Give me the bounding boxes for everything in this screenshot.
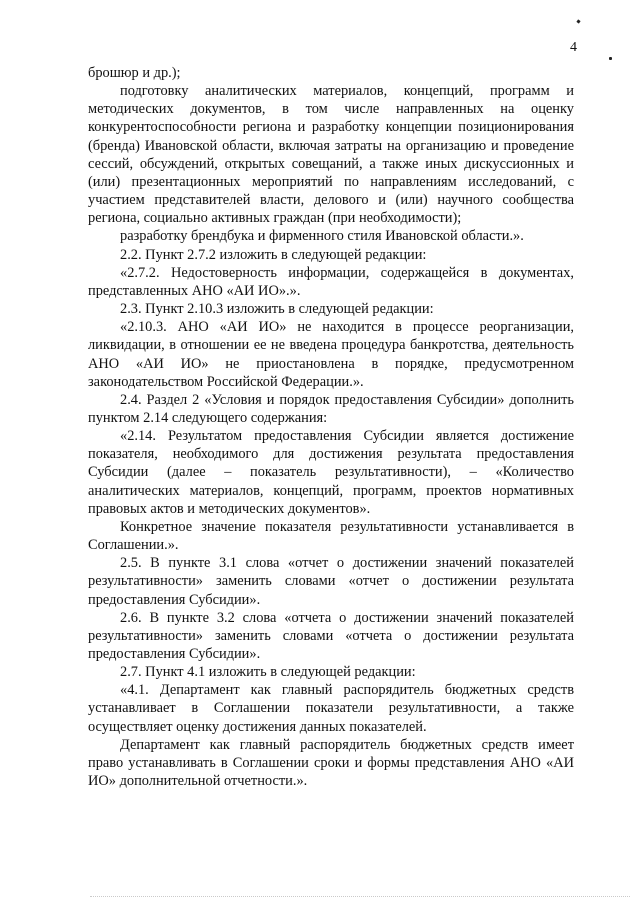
paragraph: «2.10.3. АНО «АИ ИО» не находится в процессе реорганизации, ликвидации, в отношении ее не введена процедура банкротства, деятельность АНО «АИ ИО» не приостановлена в порядке, предусмотренном законодательством Российской Федерации.».	[88, 319, 574, 390]
paragraph: разработку брендбука и фирменного стиля Ивановской области.».	[120, 228, 524, 245]
paragraph: брошюр и др.);	[88, 65, 181, 81]
paragraph: 2.6. В пункте 3.2 слова «отчета о достижении значений показателей результативности» заменить словами «отчета о достижении результата предоставления Субсидии».	[88, 609, 574, 662]
paragraph: 2.5. В пункте 3.1 слова «отчет о достижении значений показателей результативности» заменить словами «отчет о достижении результата предоставления Субсидии».	[88, 555, 574, 608]
scan-mark	[609, 57, 612, 60]
paragraph: 2.7. Пункт 4.1 изложить в следующей редакции:	[120, 664, 416, 681]
paragraph: «2.7.2. Недостоверность информации, содержащейся в документах, представленных АНО «АИ ИО».».	[88, 264, 574, 299]
page-number: 4	[570, 40, 577, 55]
paragraph: подготовку аналитических материалов, концепций, программ и методических документов, в том числе направленных на оценку конкурентоспособности региона и разработку концепции позиционирования (бренда) Ивановской области, включая затраты на организацию и проведение сессий, обсуждений, открытых совещаний, а также иных дискуссионных и (или) презентационных мероприятий по направлениям исследований, с участием представителей власти, делового и (или) научного сообщества региона, социально активных граждан (при необходимости);	[88, 83, 574, 227]
paragraph: Конкретное значение показателя результативности устанавливается в Соглашении.».	[88, 518, 574, 554]
scan-mark	[576, 19, 580, 23]
paragraph: 2.2. Пункт 2.7.2 изложить в следующей редакции:	[120, 246, 427, 263]
document-body	[88, 64, 574, 790]
paragraph: «2.14. Результатом предоставления Субсидии является достижение показателя, необходимого для достижения результата предоставления Субсидии (далее – показатель результативности), – «Количество аналитических материалов, концепций, программ, проектов нормативных правовых актов и методических документов».	[88, 428, 574, 517]
paragraph: 2.3. Пункт 2.10.3 изложить в следующей редакции:	[120, 301, 434, 318]
paragraph: «4.1. Департамент как главный распорядитель бюджетных средств устанавливает в Соглашении показатели результативности, а также осуществляет оценку достижения данных показателей.	[88, 682, 574, 735]
paragraph: 2.4. Раздел 2 «Условия и порядок предоставления Субсидии» дополнить пунктом 2.14 следующего содержания:	[88, 391, 574, 426]
paragraph: Департамент как главный распорядитель бюджетных средств имеет право устанавливать в Соглашении сроки и формы представления АНО «АИ ИО» дополнительной отчетности.».	[88, 736, 574, 790]
scan-noise-line	[90, 896, 630, 900]
